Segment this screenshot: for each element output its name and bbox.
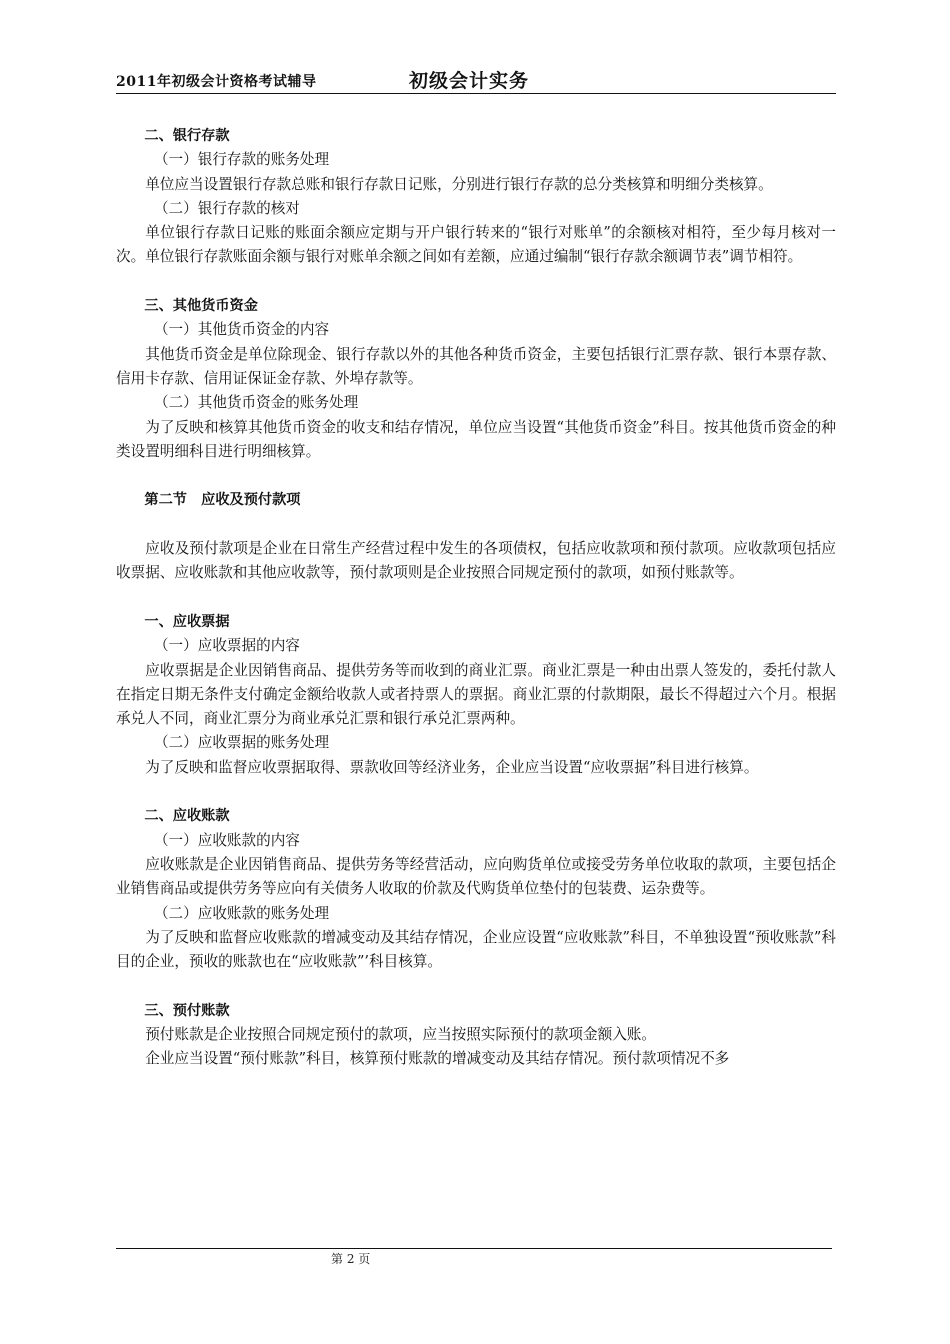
heading-prepayments: 三、预付账款 — [144, 1002, 230, 1019]
heading-bank-deposit: 二、银行存款 — [144, 128, 230, 144]
paragraph: 单位银行存款日记账的账面余额应定期与开户银行转来的“银行对账单”的余额核对相符，至少每月核对一次。单位银行存款账面余额与银行对账单余额之间如有差额，应通过编制“银行存款余额调节表”调节相符。 — [116, 224, 836, 266]
paragraph: 其他货币资金是单位除现金、银行存款以外的其他各种货币资金，主要包括银行汇票存款、银行本票存款、信用卡存款、信用证保证金存款、外埠存款等。 — [116, 345, 836, 387]
spacer — [116, 464, 836, 488]
spacer — [116, 780, 836, 804]
paragraph: 为了反映和核算其他货币资金的收支和结存情况，单位应当设置“其他货币资金”科目。按其他货币资金的种类设置明细科目进行明细核算。 — [116, 418, 836, 460]
section-title: 第二节 应收及预付款项 — [144, 492, 301, 509]
spacer — [116, 974, 836, 998]
paragraph: 单位应当设置银行存款总账和银行存款日记账，分别进行银行存款的总分类核算和明细分类核算。 — [145, 175, 773, 193]
subheading: （一）其他货币资金的内容 — [153, 321, 330, 339]
subheading: （二）其他货币资金的账务处理 — [153, 394, 359, 412]
subheading: （一）应收账款的内容 — [153, 831, 300, 849]
header-course-title: 2011年初级会计资格考试辅导 — [116, 74, 317, 90]
paragraph: 应收票据是企业因销售商品、提供劳务等而收到的商业汇票。商业汇票是一种由出票人签发的，委托付款人在指定日期无条件支付确定金额给收款人或者持票人的票据。商业汇票的付款期限，最长不得超过六个月。根据承兑人不同，商业汇票分为商业承兑汇票和银行承兑汇票两种。 — [116, 661, 836, 728]
subheading: （一）银行存款的账务处理 — [153, 151, 330, 169]
header-subject-title: 初级会计实务 — [409, 70, 530, 92]
paragraph: 应收账款是企业因销售商品、提供劳务等经营活动，应向购货单位或接受劳务单位收取的款项，主要包括企业销售商品或提供劳务等应向有关债务人收取的价款及代购货单位垫付的包装费、运杂费等。 — [116, 855, 836, 898]
header-divider — [116, 93, 836, 94]
subheading: （二）银行存款的核对 — [153, 199, 300, 217]
paragraph: 为了反映和监督应收账款的增减变动及其结存情况，企业应设置“应收账款”科目，不单独设置“预收账款”科目的企业，预收的账款也在“应收账款”’科目核算。 — [116, 928, 836, 971]
page-content — [116, 124, 836, 1072]
heading-accounts-receivable: 二、应收账款 — [144, 808, 230, 825]
subheading: （二）应收账款的账务处理 — [153, 904, 330, 922]
spacer — [116, 270, 836, 294]
page-header — [116, 62, 836, 94]
paragraph: 为了反映和监督应收票据取得、票款收回等经济业务，企业应当设置“应收票据”科目进行核算。 — [145, 758, 759, 776]
heading-notes-receivable: 一、应收票据 — [144, 613, 230, 630]
page-number: 第 2 页 — [331, 1252, 371, 1266]
spacer — [116, 513, 836, 537]
subheading: （一）应收票据的内容 — [153, 637, 300, 655]
heading-other-monetary-funds: 三、其他货币资金 — [144, 298, 258, 315]
paragraph: 企业应当设置“预付账款”科目，核算预付账款的增减变动及其结存情况。预付款项情况不多 — [145, 1050, 730, 1068]
section-intro-paragraph: 应收及预付款项是企业在日常生产经营过程中发生的各项债权，包括应收款项和预付款项。应收款项包括应收票据、应收账款和其他应收款等，预付款项则是企业按照合同规定预付的款项，如预付账款等。 — [116, 540, 836, 582]
spacer — [116, 586, 836, 610]
footer-divider — [116, 1248, 832, 1249]
paragraph: 预付账款是企业按照合同规定预付的款项，应当按照实际预付的款项金额入账。 — [145, 1025, 656, 1043]
subheading: （二）应收票据的账务处理 — [153, 734, 330, 752]
